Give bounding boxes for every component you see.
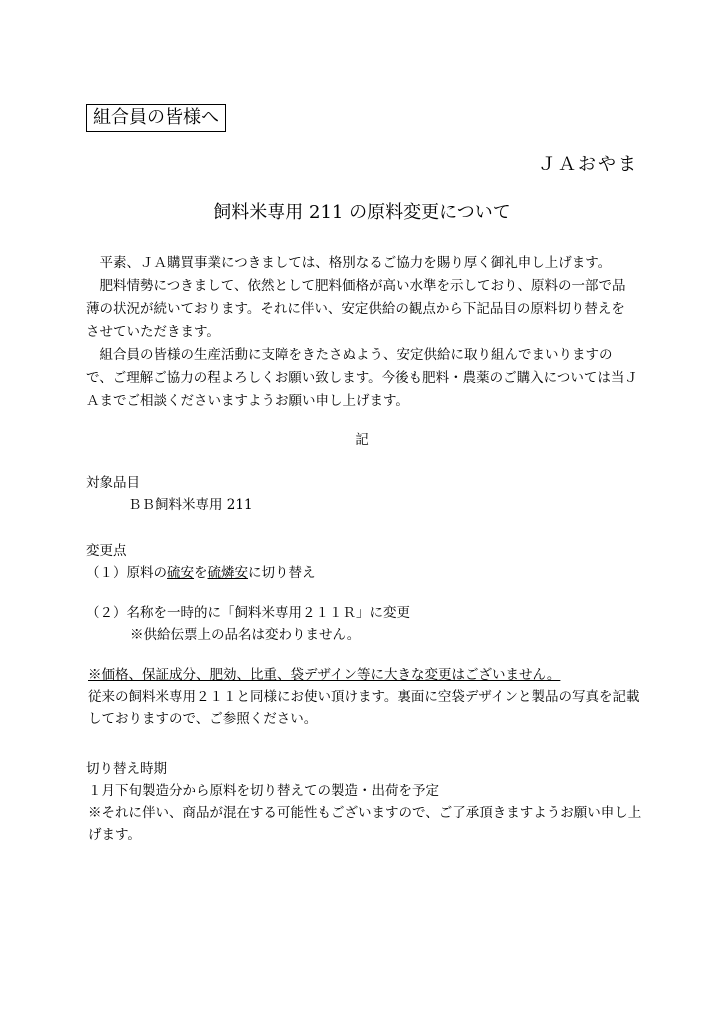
sender-name: ＪＡおやま — [538, 154, 638, 175]
switch-timing-heading: 切り替え時期 — [86, 761, 167, 777]
material-after: 硫燐安 — [207, 565, 248, 581]
changes-section — [86, 540, 646, 584]
document-title: 飼料米専用 211 の原料変更について — [213, 202, 511, 223]
body-text — [86, 252, 638, 413]
change-point-1-middle: を — [194, 565, 208, 581]
target-item-heading: 対象品目 — [86, 475, 140, 491]
body-paragraph-greeting: 平素、ＪＡ購買事業につきましては、格別なるご協力を賜り厚く御礼申し上げます。 — [99, 255, 612, 271]
switch-timing-line1: １月下旬製造分から原料を切り替えての製造・出荷を予定 — [88, 783, 439, 799]
notice-detail: 従来の飼料米専用２１１と同様にお使い頂けます。裏面に空袋デザインと製品の写真を記載しておりますので、ご参照ください。 — [88, 689, 640, 727]
notice-underlined: ※価格、保証成分、肥効、比重、袋デザイン等に大きな変更はございません。 — [88, 667, 561, 683]
target-item-name: ＢＢ飼料米専用 211 — [128, 497, 253, 513]
change-point-1-prefix: （１）原料の — [86, 565, 167, 581]
switch-timing-line2: ※それに伴い、商品が混在する可能性もございますので、ご了承頂きますようお願い申し上げます。 — [88, 805, 642, 843]
change-point-1 — [86, 562, 646, 584]
change-point-1-suffix: に切り替え — [248, 565, 316, 581]
material-before: 硫安 — [167, 565, 194, 581]
body-paragraph-request: 組合員の皆様の生産活動に支障をきたさぬよう、安定供給に取り組んでまいりますので、ご理解ご協力の程よろしくお願い致します。今後も肥料・農薬のご購入については当ＪＡまでご相談くださいますようお願い申し上げます。 — [86, 347, 638, 409]
ki-marker: 記 — [355, 432, 369, 448]
change-point-2-block — [86, 602, 646, 646]
switch-timing-section — [86, 758, 646, 846]
changes-heading: 変更点 — [86, 543, 127, 559]
addressee: 組合員の皆様へ — [86, 104, 226, 132]
target-item-section — [86, 472, 646, 516]
change-point-2-note: ※供給伝票上の品名は変わりません。 — [130, 627, 361, 643]
body-paragraph-situation: 肥料情勢につきまして、依然として肥料価格が高い水準を示しており、原料の一部で品薄の状況が続いております。それに伴い、安定供給の観点から下記品目の原料切り替えをさせていただきます。 — [86, 278, 626, 340]
notice-block — [86, 664, 646, 730]
change-point-2: （２）名称を一時的に「飼料米専用２１１Ｒ」に変更 — [86, 605, 410, 621]
